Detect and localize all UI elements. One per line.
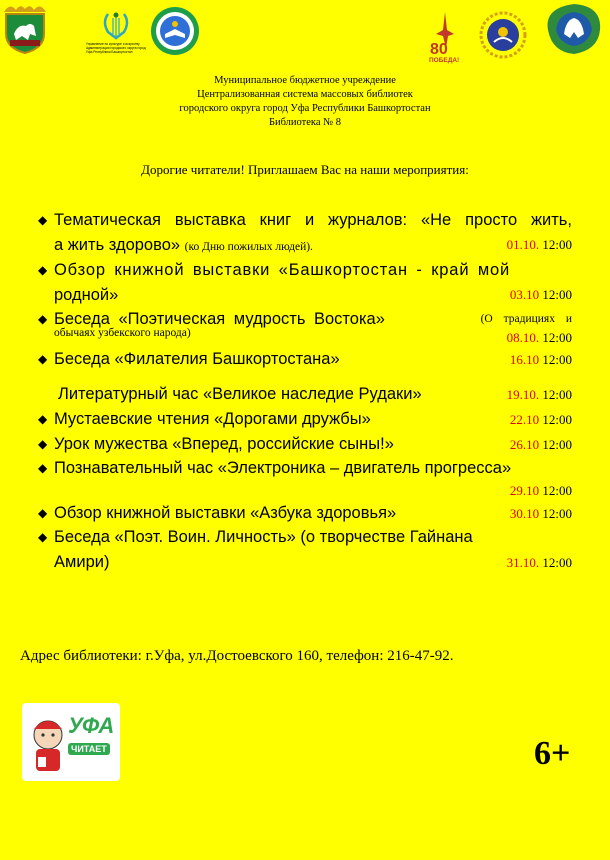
event-3-datetime: 08.10. 12:00 <box>506 330 572 345</box>
event-7-datetime: 26.10 12:00 <box>509 437 572 452</box>
event-5-line-1: Литературный час «Великое наследие Рудаки» <box>58 385 422 403</box>
event-6-line-1: ◆ Мустаевские чтения «Дорогами дружбы» <box>54 406 572 432</box>
diamond-bullet-icon: ◆ <box>38 437 48 451</box>
ufa-reads-title: УФА <box>68 713 115 738</box>
ufa-coat-of-arms-logo <box>0 0 50 54</box>
library-system-round-logo <box>150 6 200 56</box>
year-emblem-round-logo <box>478 10 528 60</box>
event-4-datetime: 16.10 12:00 <box>509 352 572 367</box>
ufa-reads-subtitle: ЧИТАЕТ <box>68 743 110 755</box>
diamond-bullet-icon: ◆ <box>38 263 48 277</box>
event-7-line-1: ◆ Урок мужества «Вперед, российские сыны!» <box>54 431 572 457</box>
victory-80-logo <box>428 10 462 64</box>
event-9-datetime: 30.10 12:00 <box>509 506 572 521</box>
event-5-datetime: 19.10. 12:00 <box>506 387 572 402</box>
diamond-bullet-icon: ◆ <box>38 530 48 544</box>
event-9-line-1: ◆ Обзор книжной выставки «Азбука здоровья» <box>54 500 572 526</box>
diamond-bullet-icon: ◆ <box>38 213 48 227</box>
event-6-datetime: 22.10 12:00 <box>509 412 572 427</box>
diamond-bullet-icon: ◆ <box>38 506 48 520</box>
org-line-3: городского округа город Уфа Республики Башкортостан <box>179 103 431 114</box>
invitation-text: Дорогие читатели! Приглашаем Вас на наши мероприятия: <box>141 162 469 177</box>
event-1-datetime: 01.10. 12:00 <box>506 237 572 252</box>
culture-department-caption: Управление по культуре и искусству Администрации городского округа город Уфа Республики Башкортостан <box>86 42 146 54</box>
org-line-2: Централизованная система массовых библиотек <box>197 89 413 100</box>
victory-number: 80 <box>430 41 448 58</box>
culture-department-lyre-logo <box>96 10 136 40</box>
organization-header <box>0 74 610 130</box>
ufa-reads-logo <box>22 703 120 781</box>
event-3-line-1: ◆ Беседа «Поэтическая мудрость Востока» (О традициях и <box>54 306 572 332</box>
age-rating: 6+ <box>534 735 571 772</box>
event-1-line-1: ◆ Тематическая выставка книг и журналов: «Не просто жить, <box>54 207 572 233</box>
event-2-datetime: 03.10 12:00 <box>509 287 572 302</box>
victory-word: ПОБЕДА! <box>429 57 460 64</box>
diamond-bullet-icon: ◆ <box>38 312 48 326</box>
event-2-line-2: родной» <box>54 286 119 304</box>
diamond-bullet-icon: ◆ <box>38 461 48 475</box>
event-3-line-2: обычаях узбекского народа) <box>54 327 191 339</box>
org-line-1: Муниципальное бюджетное учреждение <box>214 75 396 86</box>
event-1-line-2: а жить здорово» (ко Дню пожилых людей). <box>54 236 313 254</box>
event-10-line-2: Амири) <box>54 553 110 571</box>
bashkortostan-heritage-logo <box>544 0 604 58</box>
library-address: Адрес библиотеки: г.Уфа, ул.Достоевского 160, телефон: 216-47-92. <box>20 648 454 664</box>
diamond-bullet-icon: ◆ <box>38 412 48 426</box>
event-2-line-1: ◆ Обзор книжной выставки «Башкортостан - край мой <box>54 257 572 283</box>
org-line-4: Библиотека № 8 <box>268 117 342 128</box>
event-8-line-1: ◆ Познавательный час «Электроника – двигатель прогресса» <box>54 455 572 481</box>
event-4-line-1: ◆ Беседа «Филателия Башкортостана» <box>54 346 572 372</box>
diamond-bullet-icon: ◆ <box>38 352 48 366</box>
event-10-line-1: ◆ Беседа «Поэт. Воин. Личность» (о творчестве Гайнана <box>54 524 572 550</box>
event-10-datetime: 31.10. 12:00 <box>506 555 572 570</box>
event-8-datetime: 29.10 12:00 <box>509 483 572 498</box>
